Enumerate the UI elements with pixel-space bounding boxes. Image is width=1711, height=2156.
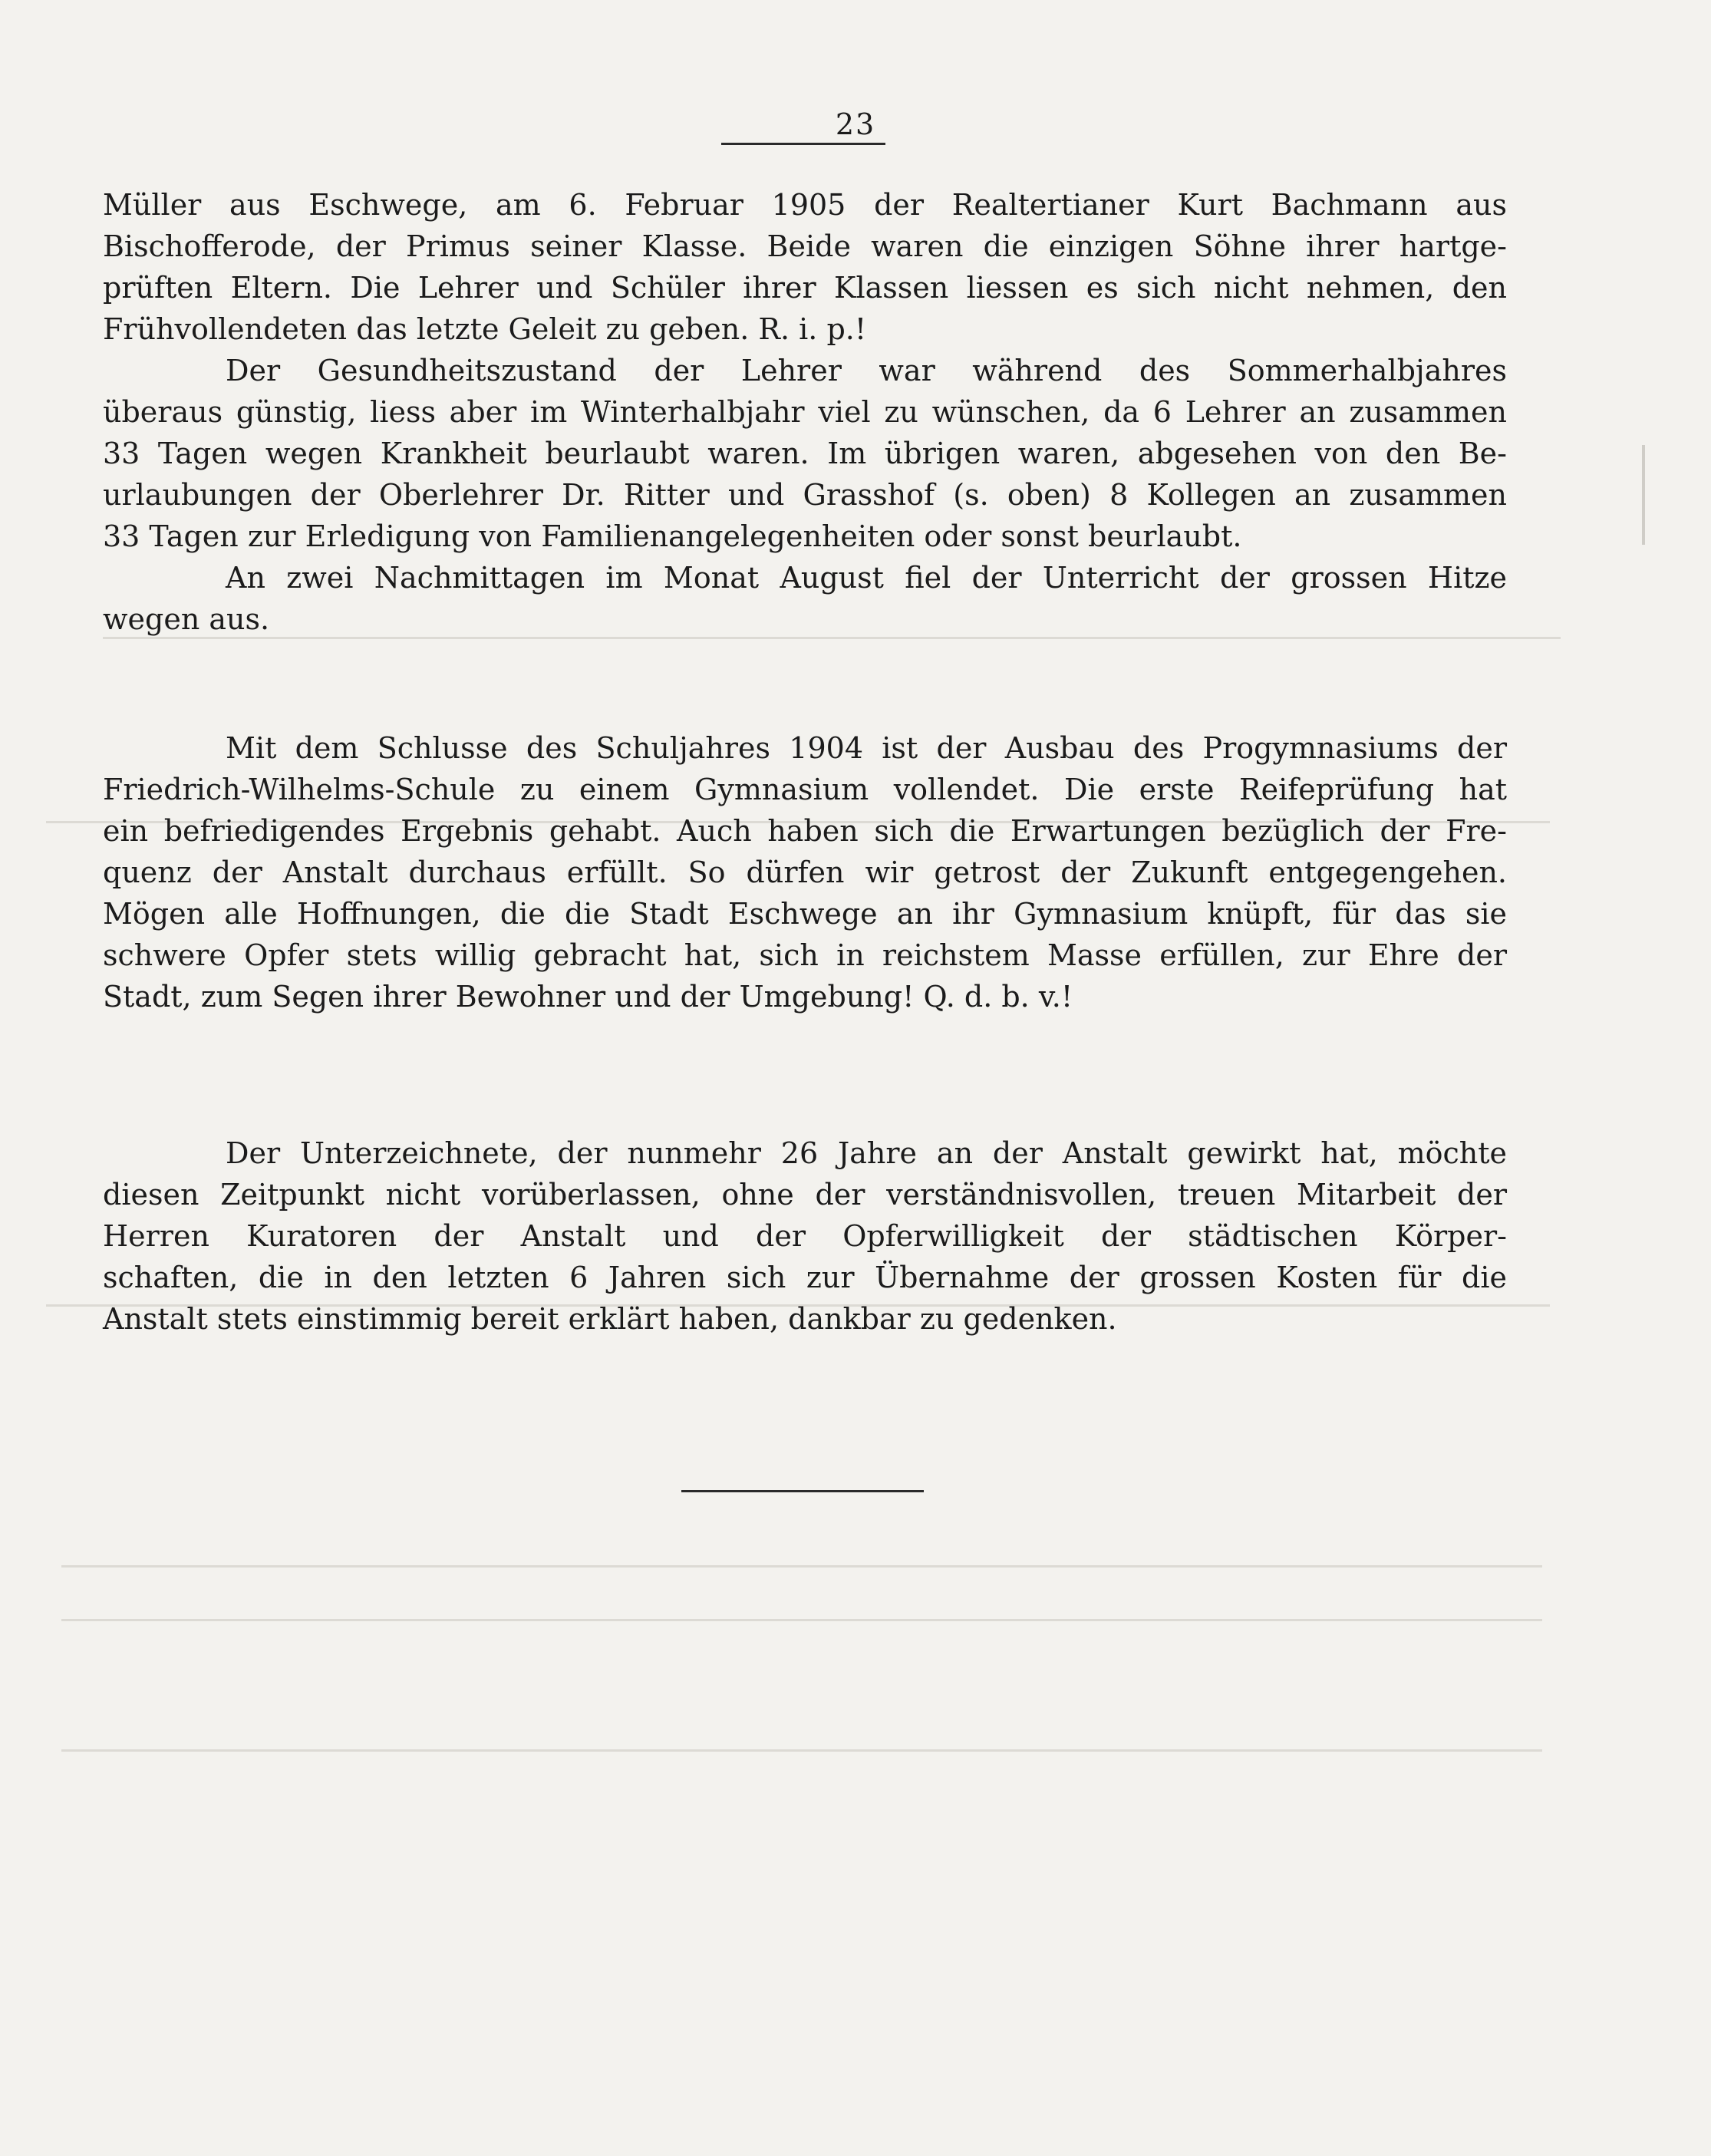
text-line: schwere Opfer stets willig gebracht hat, sich in reichstem Masse erfüllen, zur Ehre der [103,938,1507,972]
bleed-through-rule [61,1749,1542,1752]
text-line: 33 Tagen zur Erledigung von Familienangelegenheiten oder sonst beurlaubt. [103,519,1242,553]
bleed-through-mark [1642,445,1645,545]
text-line: urlaubungen der Oberlehrer Dr. Ritter und Grasshof (s. oben) 8 Kollegen an zusammen [103,478,1507,512]
text-line: Frühvollendeten das letzte Geleit zu geben. R. i. p.! [103,312,867,346]
text-line: Anstalt stets einstimmig bereit erklärt haben, dankbar zu gedenken. [103,1302,1117,1336]
paragraph-section-1 [103,184,1507,640]
text-line: Müller aus Eschwege, am 6. Februar 1905 der Realtertianer Kurt Bachmann aus [103,188,1507,222]
closing-rule [681,1490,924,1492]
text-line: schaften, die in den letzten 6 Jahren sich zur Übernahme der grossen Kosten für die [103,1261,1507,1294]
text-line: Mögen alle Hoffnungen, die die Stadt Eschwege an ihr Gymnasium knüpft, für das sie [103,897,1507,931]
text-line: Der Unterzeichnete, der nunmehr 26 Jahre an der Anstalt gewirkt hat, möchte [226,1136,1507,1170]
text-line: An zwei Nachmittagen im Monat August fiel der Unterricht der grossen Hitze [226,561,1507,595]
text-line: Bischofferode, der Primus seiner Klasse. Beide waren die einzigen Söhne ihrer hartge- [103,229,1507,263]
text-line: quenz der Anstalt durchaus erfüllt. So dürfen wir getrost der Zukunft entgegengehen. [103,855,1507,889]
paragraph-section-3 [103,1132,1507,1340]
text-line: diesen Zeitpunkt nicht vorüberlassen, ohne der verständnisvollen, treuen Mitarbeit der [103,1178,1507,1212]
text-line: Mit dem Schlusse des Schuljahres 1904 ist der Ausbau des Progymnasiums der [226,731,1507,765]
text-line: Friedrich-Wilhelms-Schule zu einem Gymnasium vollendet. Die erste Reifeprüfung hat [103,773,1507,806]
text-line: 33 Tagen wegen Krankheit beurlaubt waren. Im übrigen waren, abgesehen von den Be- [103,437,1507,470]
text-line: prüften Eltern. Die Lehrer und Schüler ihrer Klassen liessen es sich nicht nehmen, den [103,271,1507,305]
text-line: Der Gesundheitszustand der Lehrer war während des Sommerhalbjahres [226,354,1507,387]
text-line: wegen aus. [103,602,270,636]
paragraph-section-2 [103,727,1507,1017]
bleed-through-rule [61,1565,1542,1568]
bleed-through-rule [61,1619,1542,1621]
text-line: Stadt, zum Segen ihrer Bewohner und der Umgebung! Q. d. b. v.! [103,980,1073,1014]
page-number: 23 [835,107,876,141]
text-line: ein befriedigendes Ergebnis gehabt. Auch haben sich die Erwartungen bezüglich der Fre- [103,814,1507,848]
text-line: überaus günstig, liess aber im Winterhalbjahr viel zu wünschen, da 6 Lehrer an zusammen [103,395,1507,429]
page-number-underline [721,143,885,145]
text-line: Herren Kuratoren der Anstalt und der Opferwilligkeit der städtischen Körper- [103,1219,1507,1253]
